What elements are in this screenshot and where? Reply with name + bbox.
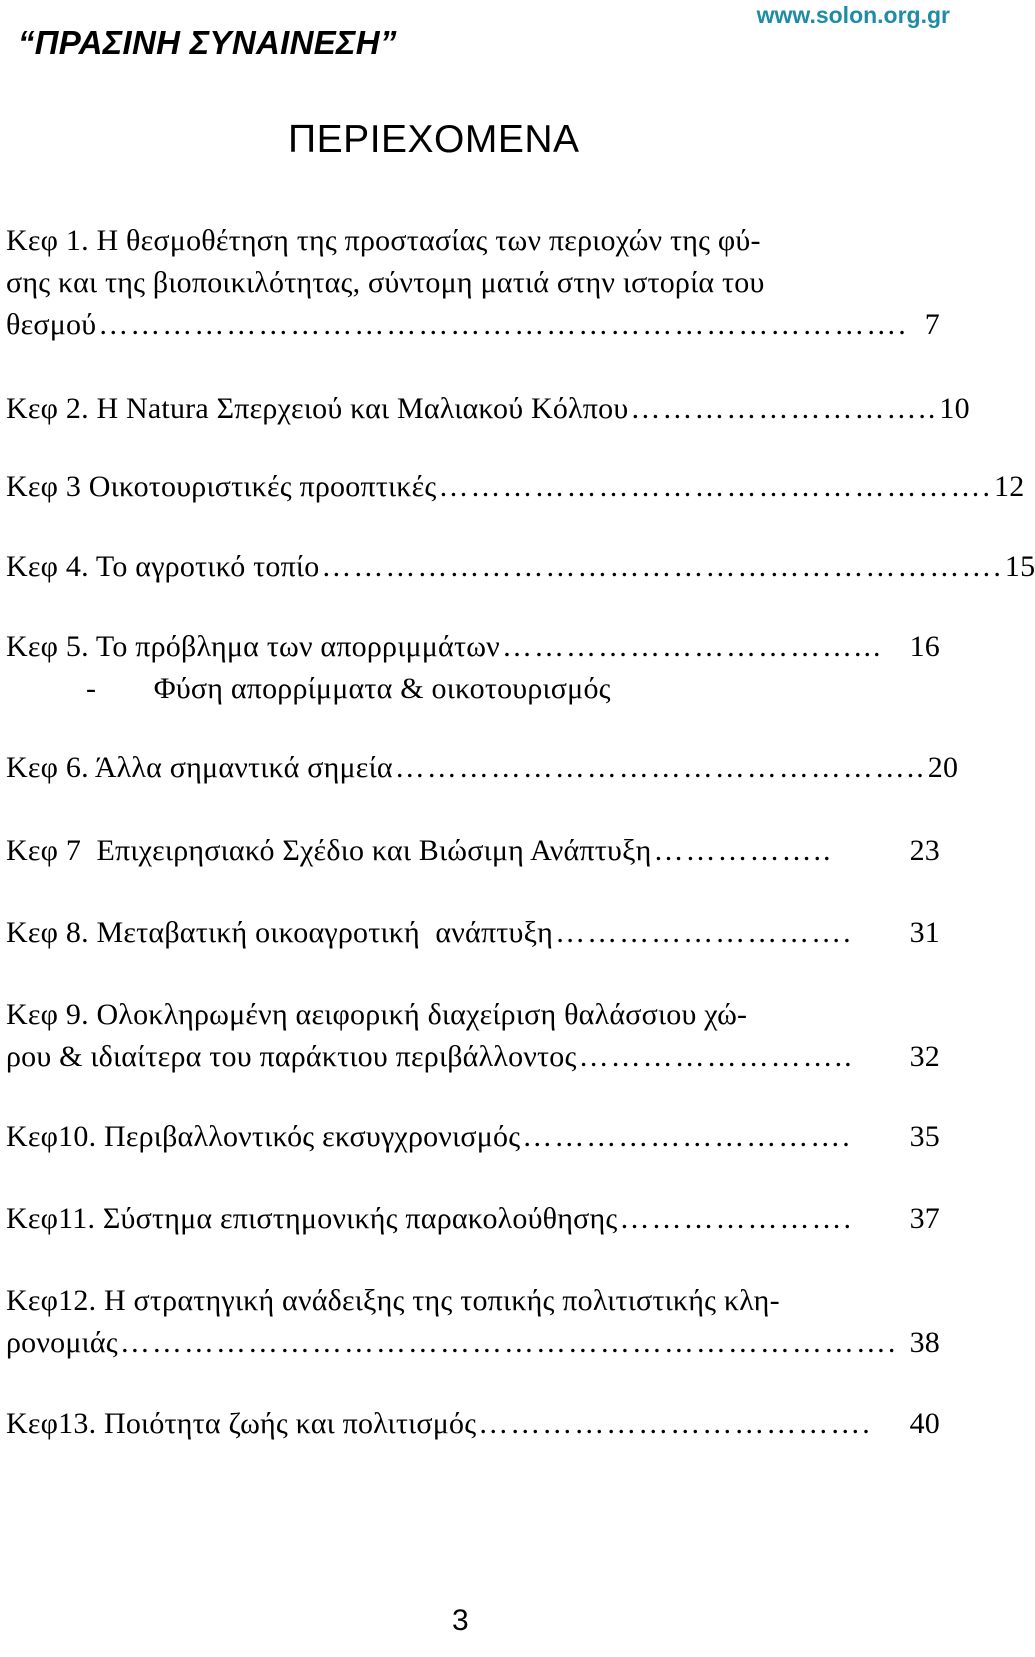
toc-entry-4 bbox=[6, 546, 1035, 588]
toc-entry-11 bbox=[6, 1198, 940, 1240]
toc-entry-6-title: Κεφ 6. Άλλα σημαντικά σημεία bbox=[6, 751, 393, 784]
toc-entry-5 bbox=[6, 626, 940, 710]
dot-leader: ………………………………………….. bbox=[394, 751, 926, 784]
toc-entry-10-title-line bbox=[6, 1116, 940, 1158]
toc-entry-6-title-line bbox=[6, 747, 959, 789]
toc-entry-9-title-line bbox=[6, 1036, 940, 1078]
toc-entry-6-page: 20 bbox=[927, 751, 959, 784]
toc-entry-10-page: 35 bbox=[909, 1120, 940, 1153]
dot-leader: ………………………………. bbox=[478, 1407, 872, 1440]
toc-entry-3-title-line bbox=[6, 466, 1025, 508]
toc-entry-7-title: Κεφ 7 Επιχειρησιακό Σχέδιο και Βιώσιμη Ανάπτυξη bbox=[6, 834, 652, 867]
toc-entry-2 bbox=[6, 388, 970, 430]
toc-entry-5-title-line bbox=[6, 626, 940, 668]
toc-entry-13-title-line bbox=[6, 1403, 940, 1445]
toc-entry-12-line-1: Κεφ12. Η στρατηγική ανάδειξης της τοπικής πολιτιστικής κλη- bbox=[6, 1284, 780, 1317]
toc-entry-9-line-1: Κεφ 9. Ολοκληρωμένη αειφορική διαχείριση θαλάσσιου χώ- bbox=[6, 998, 748, 1031]
toc-entry-1-title-line bbox=[6, 304, 940, 346]
toc-entry-4-title: Κεφ 4. Το αγροτικό τοπίο bbox=[6, 550, 320, 583]
subitem-text: Φύση απορρίμματα & οικοτουρισμός bbox=[153, 672, 611, 705]
toc-entry-12-page: 38 bbox=[901, 1326, 940, 1359]
toc-entry-5-page: 16 bbox=[909, 630, 940, 663]
toc-entry-7-page: 23 bbox=[909, 834, 940, 867]
toc-entry-10 bbox=[6, 1116, 940, 1158]
toc-entry-6 bbox=[6, 747, 959, 789]
toc-entry-12-title: ρονομιάς bbox=[6, 1326, 118, 1359]
toc-entry-2-title: Κεφ 2. Η Natura Σπερχειού και Μαλιακού Κόλπου bbox=[6, 392, 629, 425]
dot-leader: ……………………………………………. bbox=[438, 470, 993, 503]
toc-entry-11-page: 37 bbox=[909, 1202, 940, 1235]
toc-entry-1-page: 7 bbox=[924, 308, 940, 341]
toc-entry-5-subitem bbox=[6, 668, 940, 710]
toc-entry-3-title: Κεφ 3 Οικοτουριστικές προοπτικές bbox=[6, 470, 437, 503]
toc-entry-3-page: 12 bbox=[994, 470, 1025, 503]
toc-entry-9-title: ρου & ιδιαίτερα του παράκτιου περιβάλλοντος bbox=[6, 1040, 577, 1073]
toc-entry-13-title: Κεφ13. Ποιότητα ζωής και πολιτισμός bbox=[6, 1407, 477, 1440]
dot-leader: ………………………………………………………………. bbox=[119, 1326, 898, 1359]
toc-entry-4-title-line bbox=[6, 546, 1035, 588]
toc-entry-13 bbox=[6, 1403, 940, 1445]
subitem-dash: - bbox=[86, 672, 97, 705]
toc-entry-12 bbox=[6, 1280, 940, 1364]
toc-entry-2-title-line bbox=[6, 388, 970, 430]
toc-entry-9 bbox=[6, 994, 940, 1078]
toc-entry-9-page: 32 bbox=[909, 1040, 940, 1073]
dot-leader: ……………………………... bbox=[501, 630, 883, 663]
toc-entry-8-page: 31 bbox=[909, 916, 940, 949]
website-url: www.solon.org.gr bbox=[756, 2, 950, 28]
toc-entry-7 bbox=[6, 830, 940, 872]
toc-entry-1-title: θεσμού bbox=[6, 308, 97, 341]
dot-leader: ………………………. bbox=[555, 916, 853, 949]
toc-heading: ΠΕΡΙΕΧΟΜΕΝΑ bbox=[288, 118, 580, 161]
toc-entry-2-page: 10 bbox=[939, 392, 970, 425]
toc-entry-8 bbox=[6, 912, 940, 954]
toc-entry-11-title-line bbox=[6, 1198, 940, 1240]
toc-entry-1-line-2: σης και της βιοποικιλότητας, σύντομη ματιά στην ιστορία του bbox=[6, 266, 765, 299]
toc-entry-5-title: Κεφ 5. Το πρόβλημα των απορριμμάτων bbox=[6, 630, 500, 663]
dot-leader: …………………………………………………………………. bbox=[98, 308, 908, 341]
toc-entry-1-line-1: Κεφ 1. Η θεσμοθέτηση της προστασίας των περιοχών της φύ- bbox=[6, 224, 761, 257]
dot-leader: ……………………….. bbox=[630, 392, 938, 425]
page-number: 3 bbox=[452, 1604, 469, 1637]
toc-entry-13-page: 40 bbox=[901, 1407, 940, 1440]
document-title: “ΠΡΑΣΙΝΗ ΣΥΝΑΙΝΕΣΗ” bbox=[18, 24, 397, 61]
dot-leader: …………………….. bbox=[578, 1040, 854, 1073]
toc-entry-10-title: Κεφ10. Περιβαλλοντικός εκσυγχρονισμός bbox=[6, 1120, 521, 1153]
toc-entry-8-title-line bbox=[6, 912, 940, 954]
dot-leader: …………………. bbox=[619, 1202, 853, 1235]
toc-entry-7-title-line bbox=[6, 830, 940, 872]
dot-leader: …………….. bbox=[653, 834, 833, 867]
dot-leader: …………………………. bbox=[522, 1120, 852, 1153]
toc-entry-8-title: Κεφ 8. Μεταβατική οικοαγροτική ανάπτυξη bbox=[6, 916, 554, 949]
toc-entry-12-title-line bbox=[6, 1322, 940, 1364]
toc-entry-1 bbox=[6, 220, 940, 346]
toc-entry-11-title: Κεφ11. Σύστημα επιστημονικής παρακολούθησης bbox=[6, 1202, 618, 1235]
dot-leader: ………………………………………………………. bbox=[321, 550, 1003, 583]
toc-entry-4-page: 15 bbox=[1004, 550, 1035, 583]
toc-entry-3 bbox=[6, 466, 1025, 508]
